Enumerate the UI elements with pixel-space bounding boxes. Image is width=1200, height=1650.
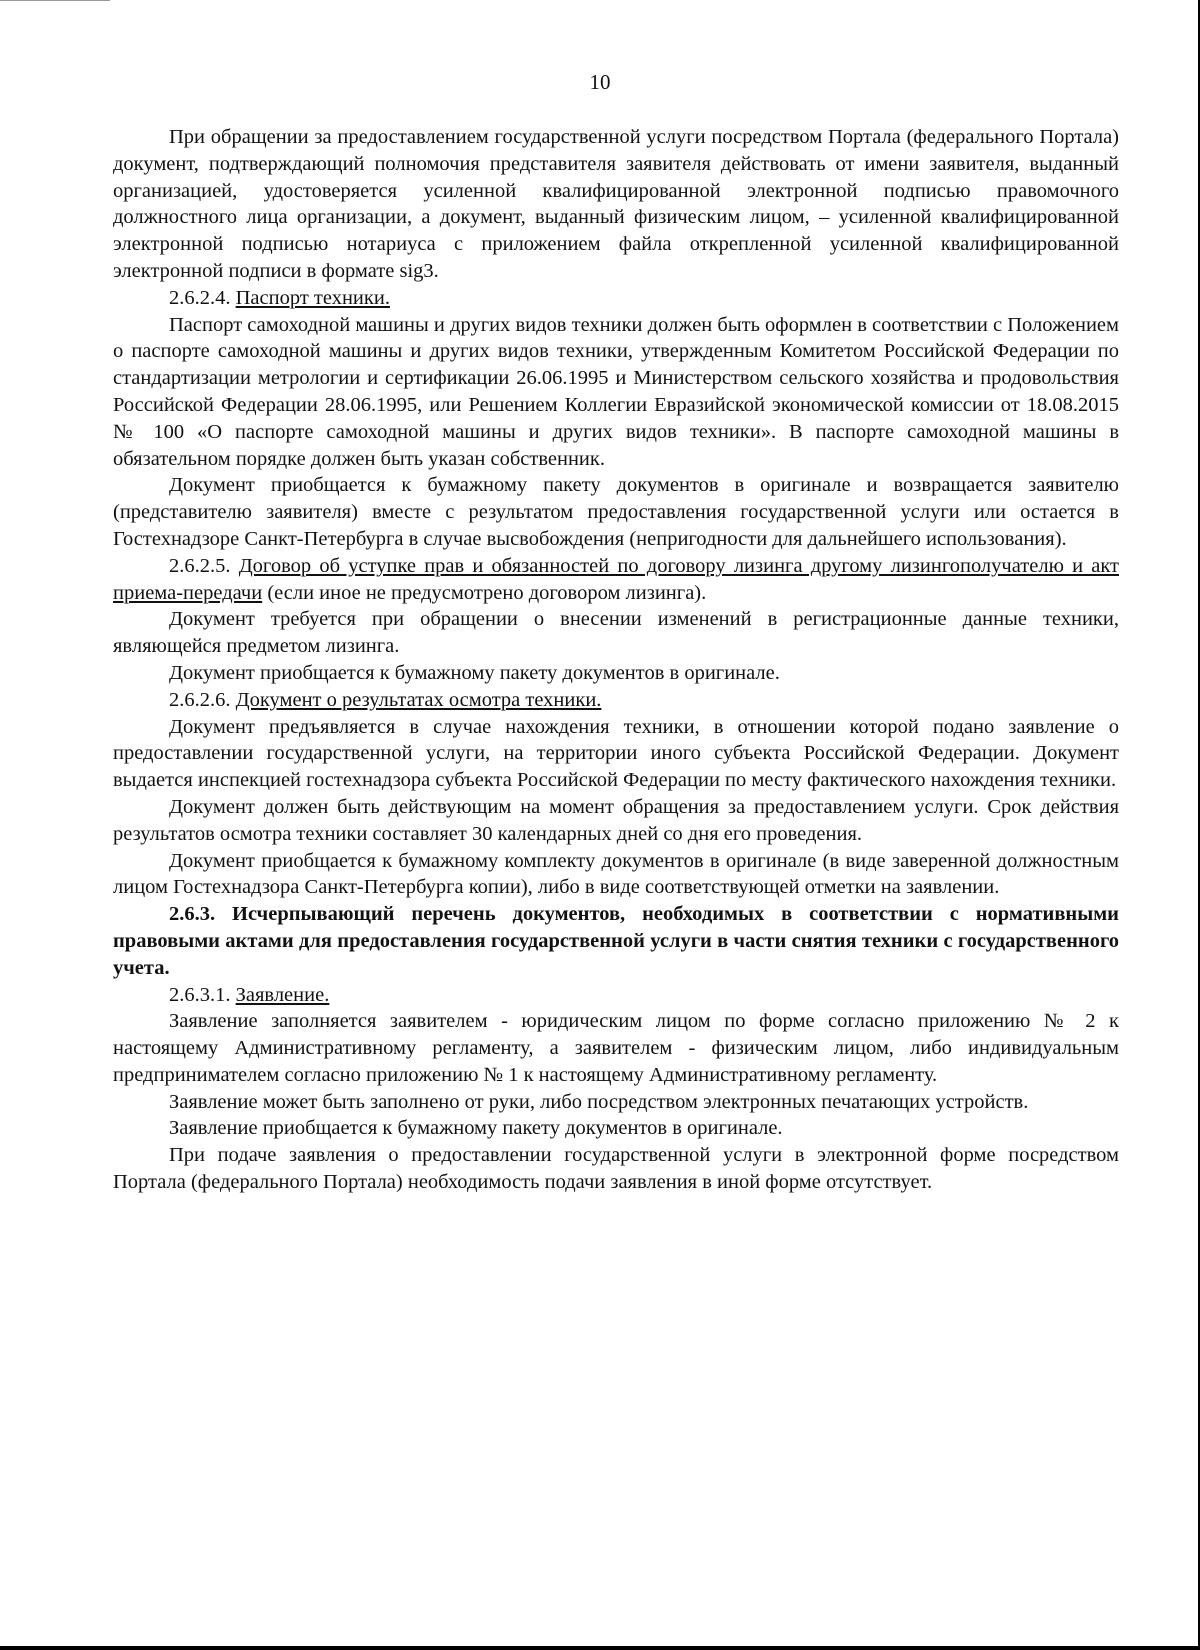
paragraph-text: (если иное не предусмотрено договором лизинга). [262, 581, 707, 604]
paragraph [113, 472, 1119, 552]
paragraph [113, 982, 1119, 1009]
paragraph-text: Документ приобщается к бумажному пакету документов в оригинале. [169, 661, 780, 684]
paragraph-text: Заявление приобщается к бумажному пакету документов в оригинале. [169, 1117, 783, 1140]
paragraph-text: Документ приобщается к бумажному пакету документов в оригинале и возвращается заявителю (представителю заявителя) вместе с результатом предоставления государственной услуги или остается в Гостехнадзоре Санкт-Петербурга в случае высвобождения (непригодности для дальнейшего использования). [113, 474, 1119, 550]
document-body [113, 124, 1119, 1196]
section-heading-2-6-3: 2.6.3. Исчерпывающий перечень документов, необходимых в соответствии с нормативными правовыми актами для предоставления государственной услуги в части снятия техники с государственного учета. [113, 903, 1119, 979]
paragraph [113, 660, 1119, 687]
paragraph-text: Документ приобщается к бумажному комплекту документов в оригинале (в виде заверенной должностным лицом Гостехнадзора Санкт-Петербурга копии), либо в виде соответствующей отметки на заявлении. [113, 849, 1119, 899]
section-number: 2.6.2.6. [169, 688, 236, 711]
section-title: Заявление. [235, 983, 330, 1006]
paragraph [113, 553, 1119, 607]
section-number: 2.6.3.1. [169, 983, 236, 1006]
paragraph [113, 1142, 1119, 1196]
section-title: Документ о результатах осмотра техники. [235, 688, 602, 711]
paragraph [113, 124, 1119, 285]
paragraph [113, 285, 1119, 312]
paragraph-group-1 [113, 124, 1119, 901]
paragraph-text: Документ предъявляется в случае нахождения техники, в отношении которой подано заявление о предоставлении государственной услуги, на территории иного субъекта Российской Федерации. Документ выдается инспекцией гостехнадзора субъекта Российской Федерации по месту фактического нахождения техники. [113, 715, 1119, 792]
section-number: 2.6.2.5. [169, 554, 239, 577]
scan-edge-top [0, 0, 110, 1]
paragraph-group-2 [113, 982, 1119, 1196]
paragraph [113, 606, 1119, 660]
paragraph [113, 1089, 1119, 1116]
paragraph [113, 714, 1119, 794]
section-title: Паспорт техники. [235, 286, 390, 309]
paragraph [113, 848, 1119, 902]
paragraph [113, 1115, 1119, 1142]
paragraph [113, 687, 1119, 714]
paragraph [113, 1008, 1119, 1088]
scan-edge-bottom [0, 1646, 1200, 1650]
paragraph-text: Паспорт самоходной машины и других видов техники должен быть оформлен в соответствии с Положением о паспорте самоходной машины и других видов техники, утвержденным Комитетом Российской Федерации по стандартизации метрологии и сертификации 26.06.1995 и Министерством сельского хозяйства и продовольствия Российской Федерации 28.06.1995, или Решением Коллегии Евразийской экономической комиссии от 18.08.2015 № 100 «О паспорте самоходной машины и других видов техники». В паспорте самоходной машины в обязательном порядке должен быть указан собственник. [113, 313, 1119, 470]
paragraph-text: Заявление может быть заполнено от руки, либо посредством электронных печатающих устройств. [169, 1090, 1029, 1113]
page-number: 10 [589, 70, 611, 94]
paragraph-text: Заявление заполняется заявителем - юридическим лицом по форме согласно приложению № 2 к настоящему Административному регламенту, а заявителем - физическим лицом, либо индивидуальным предпринимателем согласно приложению № 1 к настоящему Административному регламенту. [113, 1010, 1119, 1086]
paragraph [113, 312, 1119, 473]
section-number: 2.6.2.4. [169, 286, 236, 309]
section-title: Договор об уступке прав и обязанностей по договору лизинга другому лизингополучателю и акт приема-передачи [113, 554, 1119, 604]
paragraph-text: При подаче заявления о предоставлении государственной услуги в электронной форме посредством Портала (федерального Портала) необходимость подачи заявления в иной форме отсутствует. [113, 1144, 1119, 1194]
paragraph-text: При обращении за предоставлением государственной услуги посредством Портала (федерального Портала) документ, подтверждающий полномочия представителя заявителя действовать от имени заявителя, выданный организацией, удостоверяется усиленной квалифицированной электронной подписью правомочного должностного лица организации, а документ, выданный физическим лицом, – усиленной квалифицированной электронной подписью нотариуса с приложением файла открепленной усиленной квалифицированной электронной подписи в формате sig3. [113, 126, 1119, 282]
paragraph-text: Документ должен быть действующим на момент обращения за предоставлением услуги. Срок действия результатов осмотра техники составляет 30 календарных дней со дня его проведения. [113, 795, 1119, 845]
paragraph [113, 794, 1119, 848]
paragraph-text: Документ требуется при обращении о внесении изменений в регистрационные данные техники, являющейся предметом лизинга. [113, 608, 1119, 658]
